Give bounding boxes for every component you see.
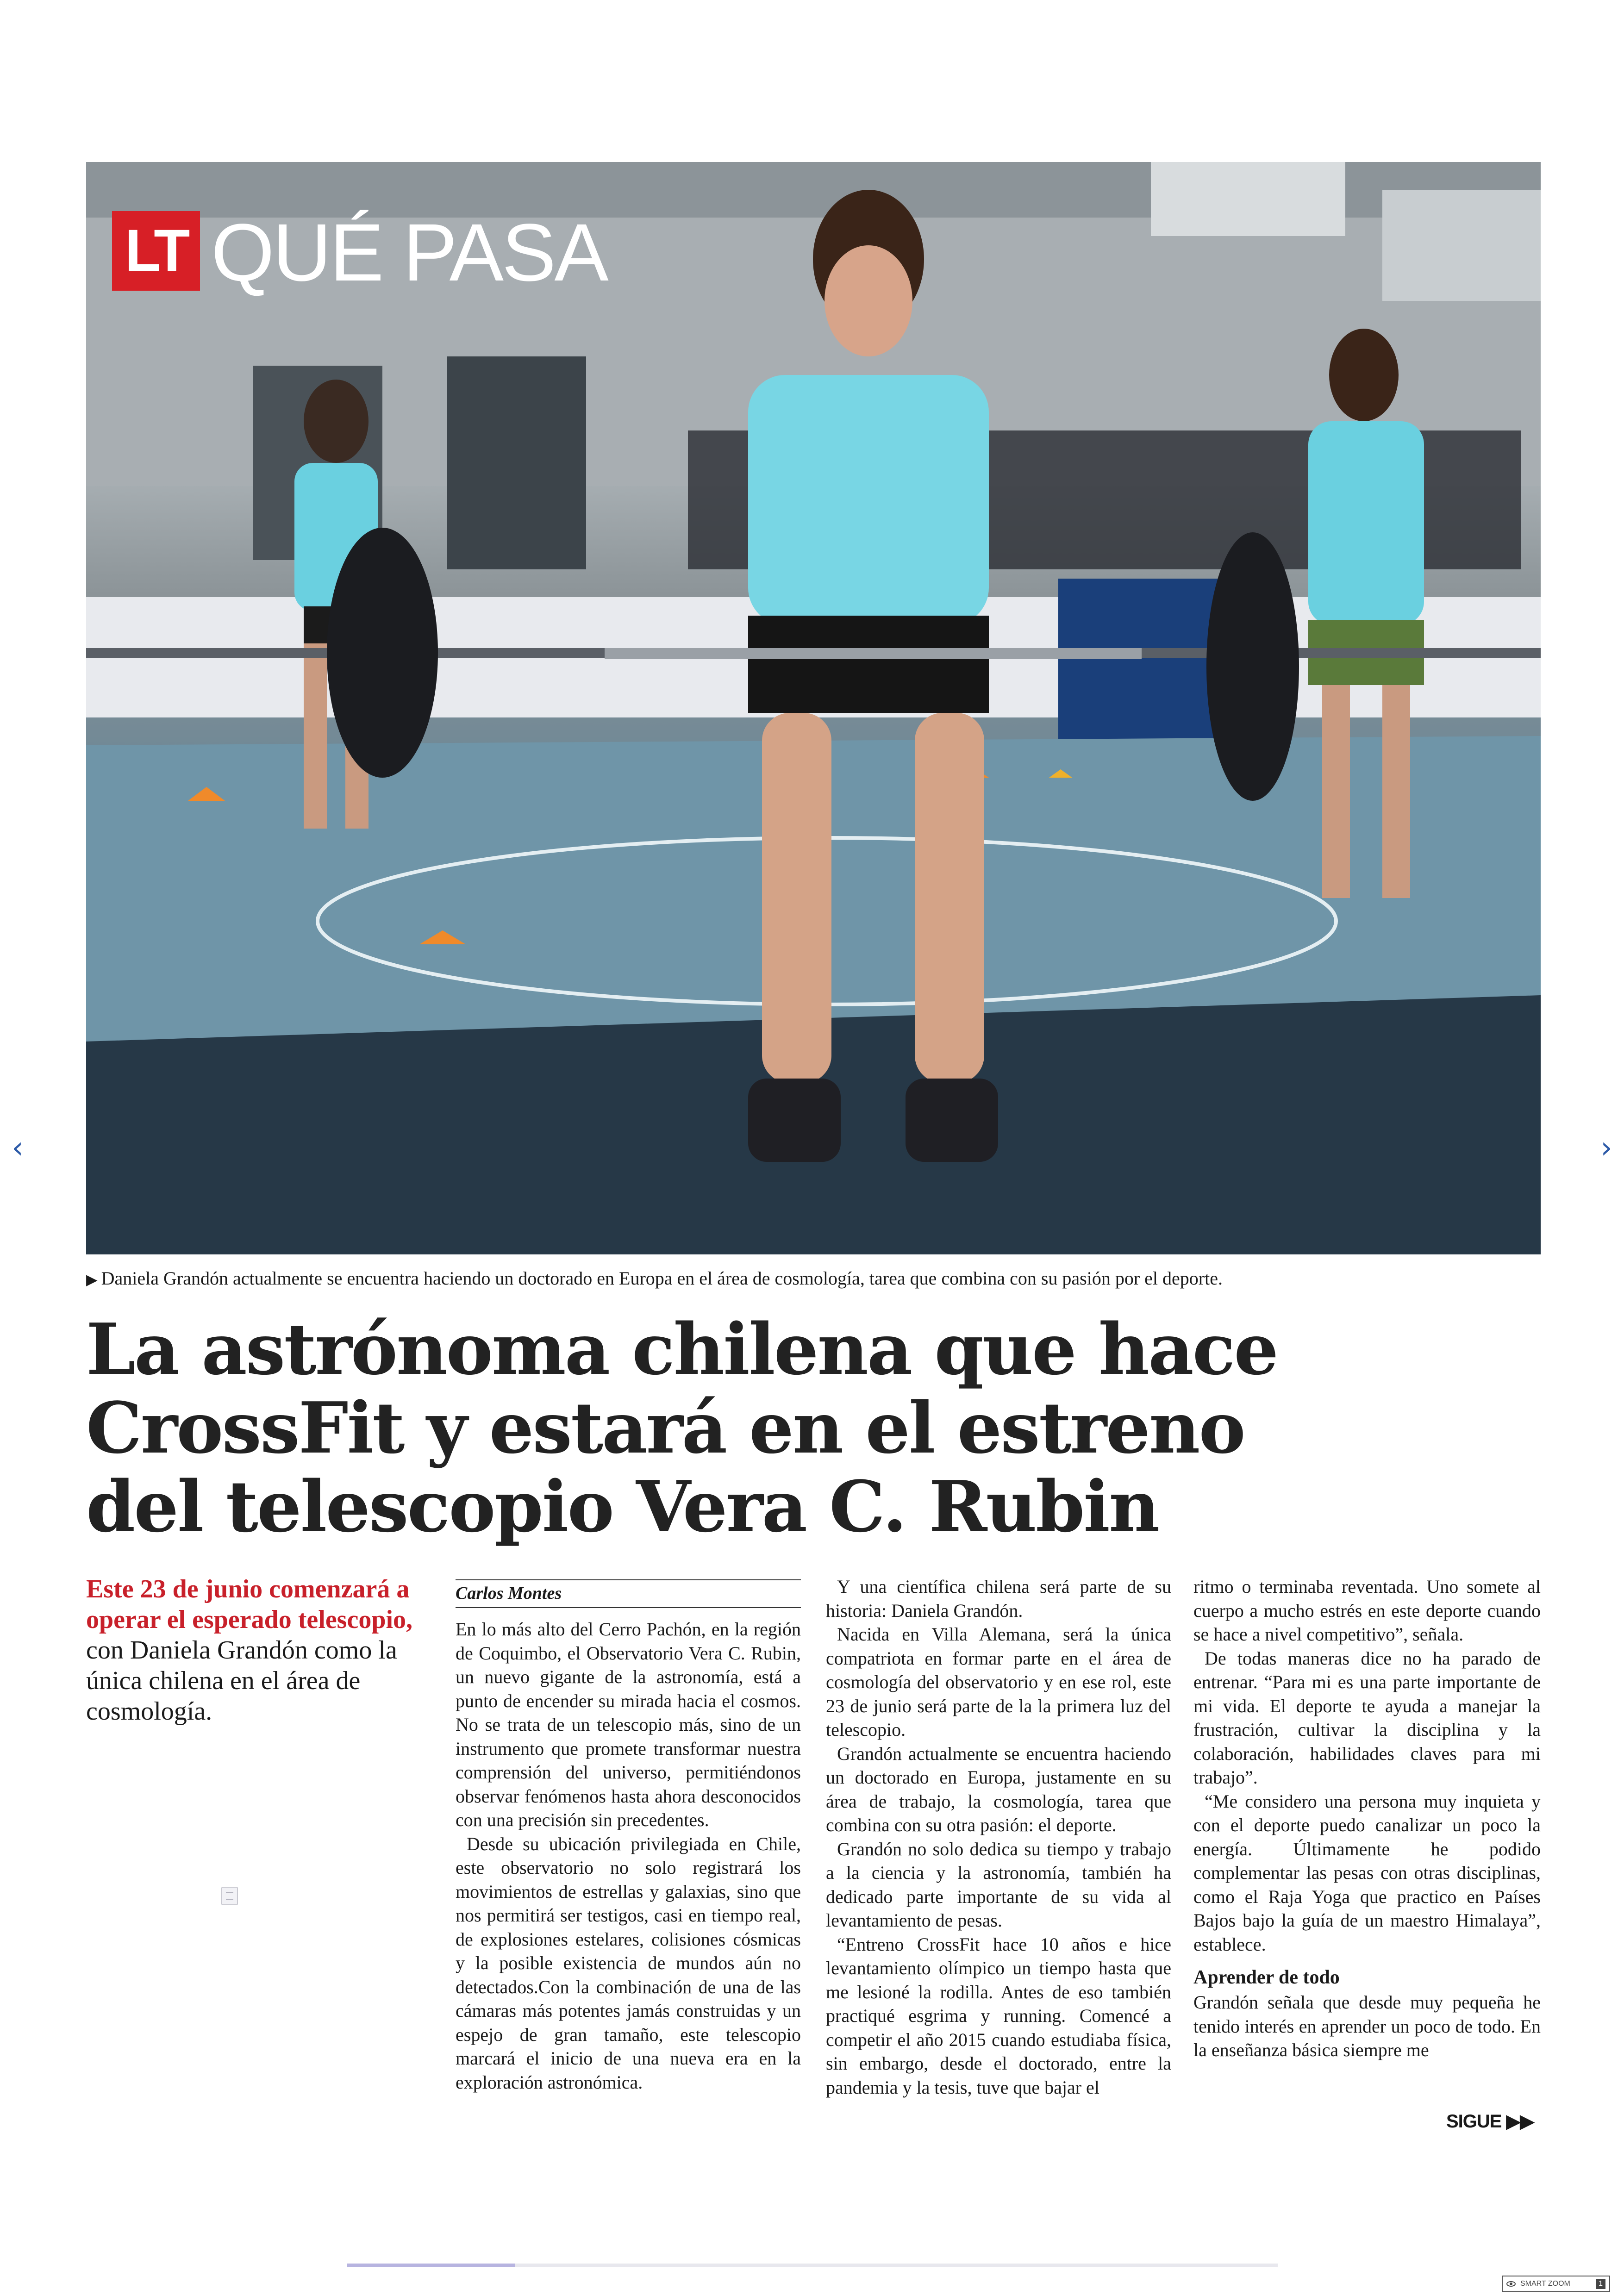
previous-page-icon[interactable]: ‹ (12, 1131, 24, 1165)
next-page-icon[interactable]: › (1600, 1131, 1612, 1165)
page-number: 1 (1596, 2279, 1605, 2289)
subheading: Aprender de todo (1193, 1967, 1340, 1988)
eye-icon (1506, 2281, 1516, 2287)
paragraph: De todas maneras dice no ha parado de entrenar. “Para mi es una parte importante de mi vida. El deporte te ayuda a manejar la frustración, cultivar la disciplina y la colaboración, habilidades claves para mi trabajo”. (1193, 1647, 1541, 1788)
lt-logo: LT (112, 211, 200, 291)
article-headline: La astrónoma chilena que hace CrossFit y estará en el estreno del telescopio Vera C. Rubin (86, 1308, 1277, 1548)
reading-progress-bar[interactable] (347, 2264, 1278, 2267)
paragraph: Y una científica chilena será parte de su historia: Daniela Grandón. (826, 1576, 1171, 1621)
hero-photo (86, 162, 1541, 1254)
paragraph: Grandón no solo dedica su tiempo y trabajo a la ciencia y la astronomía, también ha dedicado parte importante de su vida al levantamiento de pesas. (826, 1838, 1171, 1931)
paragraph: “Me considero una persona muy inquieta y con el deporte puedo canalizar un poco la energía. Últimamente he podido complementar las pesas con otras disciplinas, como el Raja Yoga que practico en Países Bajos bajo la guía de un maestro Himalaya”, establece. (1193, 1790, 1541, 1955)
article-column-3 (1193, 1575, 1541, 2062)
paragraph: ritmo o terminaba reventada. Uno somete al cuerpo a mucho estrés en este deporte cuando se hace a nivel competitivo”, señala. (1193, 1576, 1541, 1645)
paragraph: Desde su ubicación privilegiada en Chile, este observatorio no solo registrará los movimientos de estrellas y galaxias, sino que nos permitirá ser testigos, casi en tiempo real, de explosiones estelares, colisiones cósmicas y la posible existencia de mundos aún no detectados.Con la combinación de una de las cámaras más potentes jamás construidas y un espejo de gran tamaño, este telescopio marcará el inicio de una nueva era en la exploración astronómica. (456, 1833, 801, 2093)
paragraph: Grandón actualmente se encuentra haciendo un doctorado en Europa, justamente en su área de trabajo, la cosmología, tarea que combina con su otra pasión: el deporte. (826, 1743, 1171, 1835)
lede-highlight: Este 23 de junio comenzará a operar el esperado telescopio, (86, 1575, 413, 1634)
document-icon[interactable] (221, 1887, 238, 1905)
reading-progress-fill (347, 2264, 515, 2267)
paragraph: Nacida en Villa Alemana, será la única compatriota en formar parte en el área de cosmología del observatorio y en ese rol, este 23 de junio será parte de la la primera luz del telescopio. (826, 1624, 1171, 1740)
byline: Carlos Montes (456, 1579, 801, 1608)
article-column-2 (826, 1575, 1171, 2099)
gym-scene-illustration (86, 162, 1541, 1254)
paragraph: “Entreno CrossFit hace 10 años e hice levantamiento olímpico un tiempo hasta que me lesioné la rodilla. Antes de eso también practiqué esgrima y running. Comencé a competir el año 2015 cuando estudiaba física, sin embargo, desde el doctorado, entre la pandemia y la tesis, tuve que bajar el (826, 1933, 1171, 2098)
smart-zoom-button[interactable] (1502, 2276, 1610, 2292)
photo-caption (86, 1266, 1541, 1291)
section-title: QUÉ PASA (211, 207, 607, 298)
paragraph: Grandón señala que desde muy pequeña he tenido interés en aprender un poco de todo. En la enseñanza básica siempre me (1193, 1992, 1541, 2060)
caption-text: Daniela Grandón actualmente se encuentra haciendo un doctorado en Europa en el área de cosmología, tarea que combina con su pasión por el deporte. (101, 1268, 1223, 1289)
smart-zoom-label: SMART ZOOM (1520, 2280, 1570, 2288)
continue-label[interactable]: SIGUE ▶▶ (1446, 2111, 1534, 2132)
paragraph: En lo más alto del Cerro Pachón, en la región de Coquimbo, el Observatorio Vera C. Rubin, un nuevo gigante de la astronomía, está a punto de encender su mirada hacia el cosmos. No se trata de un telescopio más, sino de un instrumento que promete transformar nuestra comprensión del universo, permitiéndonos observar fenómenos hasta ahora desconocidos con una precisión sin precedentes. (456, 1619, 801, 1830)
lede-rest: con Daniela Grandón como la única chilena en el área de cosmología. (86, 1636, 397, 1726)
article-column-1 (456, 1579, 801, 2094)
caption-marker-icon: ▶ (86, 1271, 98, 1288)
article-lede (86, 1574, 429, 1727)
